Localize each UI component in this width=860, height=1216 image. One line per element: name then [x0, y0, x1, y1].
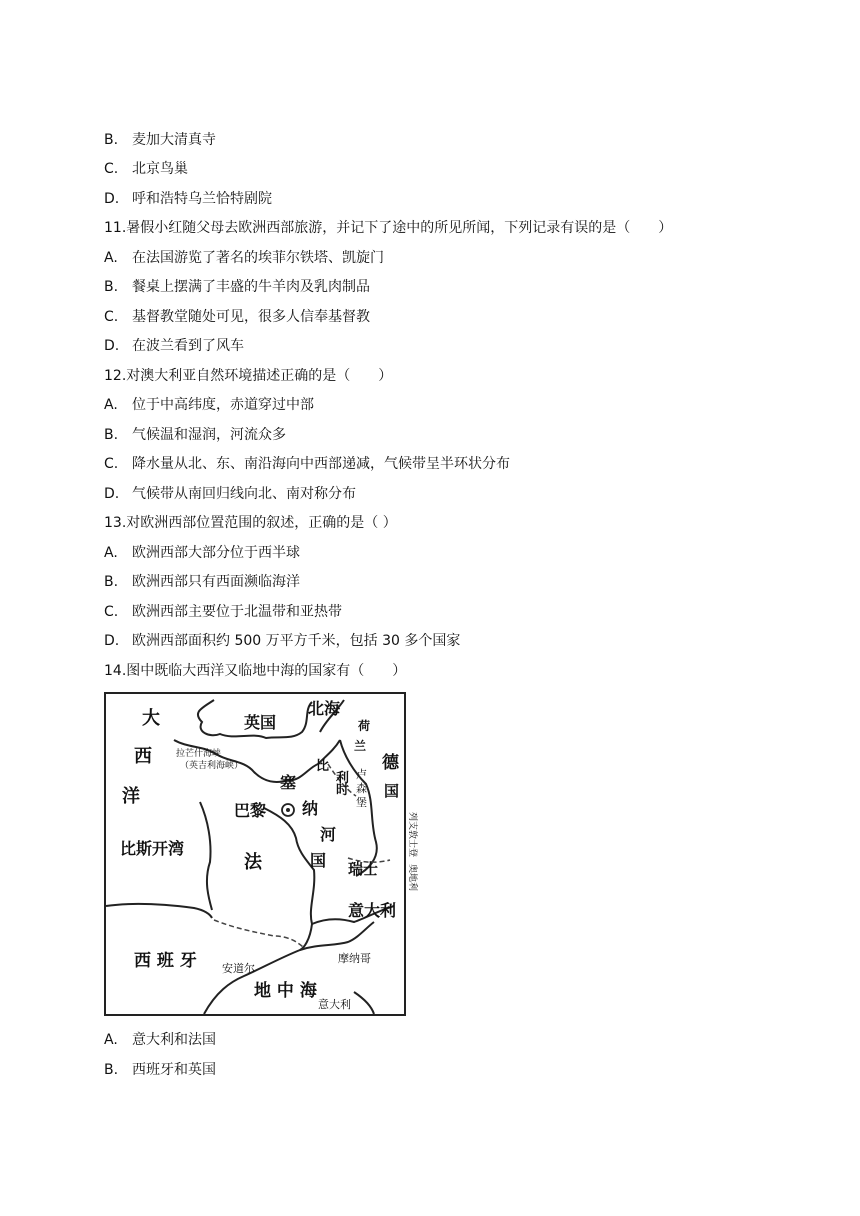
label-italy: 意大利 — [348, 901, 397, 920]
label-north-sea: 北海 — [308, 699, 341, 718]
option-line: A. 在法国游览了著名的埃菲尔铁塔、凯旋门 — [104, 250, 384, 266]
label-liechtenstein: 列支敦士登 — [407, 812, 417, 858]
label-strait-alt: （英吉利海峡） — [180, 761, 244, 771]
option-line: B. 欧洲西部只有西面濒临海洋 — [104, 574, 300, 590]
label-bao: 堡 — [356, 796, 367, 809]
label-med: 地 中 海 — [254, 981, 317, 1001]
option-line: B. 餐桌上摆满了丰盛的牛羊肉及乳肉制品 — [104, 279, 370, 295]
question-13: 13.对欧洲西部位置范围的叙述，正确的是（ ） — [104, 515, 397, 531]
label-england: 英国 — [244, 713, 277, 732]
label-he-river: 河 — [320, 825, 337, 844]
option-line: A. 意大利和法国 — [104, 1032, 216, 1048]
paris-dot — [286, 808, 290, 812]
label-he: 荷 — [358, 719, 371, 733]
label-yang: 洋 — [122, 786, 140, 807]
label-france: 法 — [244, 852, 262, 873]
label-liechtenstein-group — [407, 812, 419, 857]
label-guo-de: 国 — [384, 782, 400, 800]
map-svg — [104, 692, 417, 1016]
option-line: C. 降水量从北、东、南沿海向中西部递减，气候带呈半环状分布 — [104, 456, 510, 472]
option-line: C. 欧洲西部主要位于北温带和亚热带 — [104, 604, 342, 620]
label-monaco: 摩纳哥 — [338, 952, 371, 965]
label-shi: 时 — [336, 783, 350, 798]
option-line: A. 欧洲西部大部分位于西半球 — [104, 545, 300, 561]
label-de: 德 — [382, 753, 399, 773]
label-da: 大 — [142, 708, 160, 729]
label-sen: 森 — [356, 782, 367, 795]
label-xi: 西 — [134, 746, 152, 767]
option-line: C. 北京鸟巢 — [104, 161, 188, 177]
option-line: B. 西班牙和英国 — [104, 1062, 216, 1078]
label-italy-small: 意大利 — [318, 998, 351, 1011]
label-austria: 奥地利 — [407, 864, 417, 892]
label-andorra: 安道尔 — [222, 962, 255, 975]
option-line: D. 欧洲西部面积约 500 万平方千米，包括 30 多个国家 — [104, 633, 461, 649]
western-europe-map — [104, 692, 417, 1016]
label-sai: 塞 — [280, 773, 297, 792]
option-line: B. 麦加大清真寺 — [104, 132, 216, 148]
question-12: 12.对澳大利亚自然环境描述正确的是（ ） — [104, 368, 393, 384]
question-14: 14.图中既临大西洋又临地中海的国家有（ ） — [104, 663, 407, 679]
option-line: C. 基督教堂随处可见，很多人信奉基督教 — [104, 309, 370, 325]
option-line: A. 位于中高纬度，赤道穿过中部 — [104, 397, 314, 413]
label-li: 利 — [336, 771, 350, 786]
label-bi: 比 — [316, 759, 330, 774]
label-swiss: 瑞士 — [348, 860, 379, 878]
label-lu: 卢 — [356, 768, 367, 781]
label-guo-river: 国 — [310, 851, 327, 870]
label-lan: 兰 — [354, 739, 367, 753]
option-line: D. 呼和浩特乌兰恰特剧院 — [104, 191, 272, 207]
label-biscay: 比斯开湾 — [120, 839, 185, 858]
option-line: D. 气候带从南回归线向北、南对称分布 — [104, 486, 356, 502]
option-line: D. 在波兰看到了风车 — [104, 338, 244, 354]
option-line: B. 气候温和湿润，河流众多 — [104, 427, 286, 443]
label-austria-group — [407, 864, 419, 891]
label-paris: 巴黎 — [234, 801, 267, 820]
label-na: 纳 — [302, 799, 319, 818]
label-spain: 西 班 牙 — [134, 951, 197, 971]
label-strait: 拉芒什海峡 — [176, 749, 222, 759]
question-11: 11.暑假小红随父母去欧洲西部旅游，并记下了途中的所见所闻，下列记录有误的是（ ） — [104, 220, 673, 236]
